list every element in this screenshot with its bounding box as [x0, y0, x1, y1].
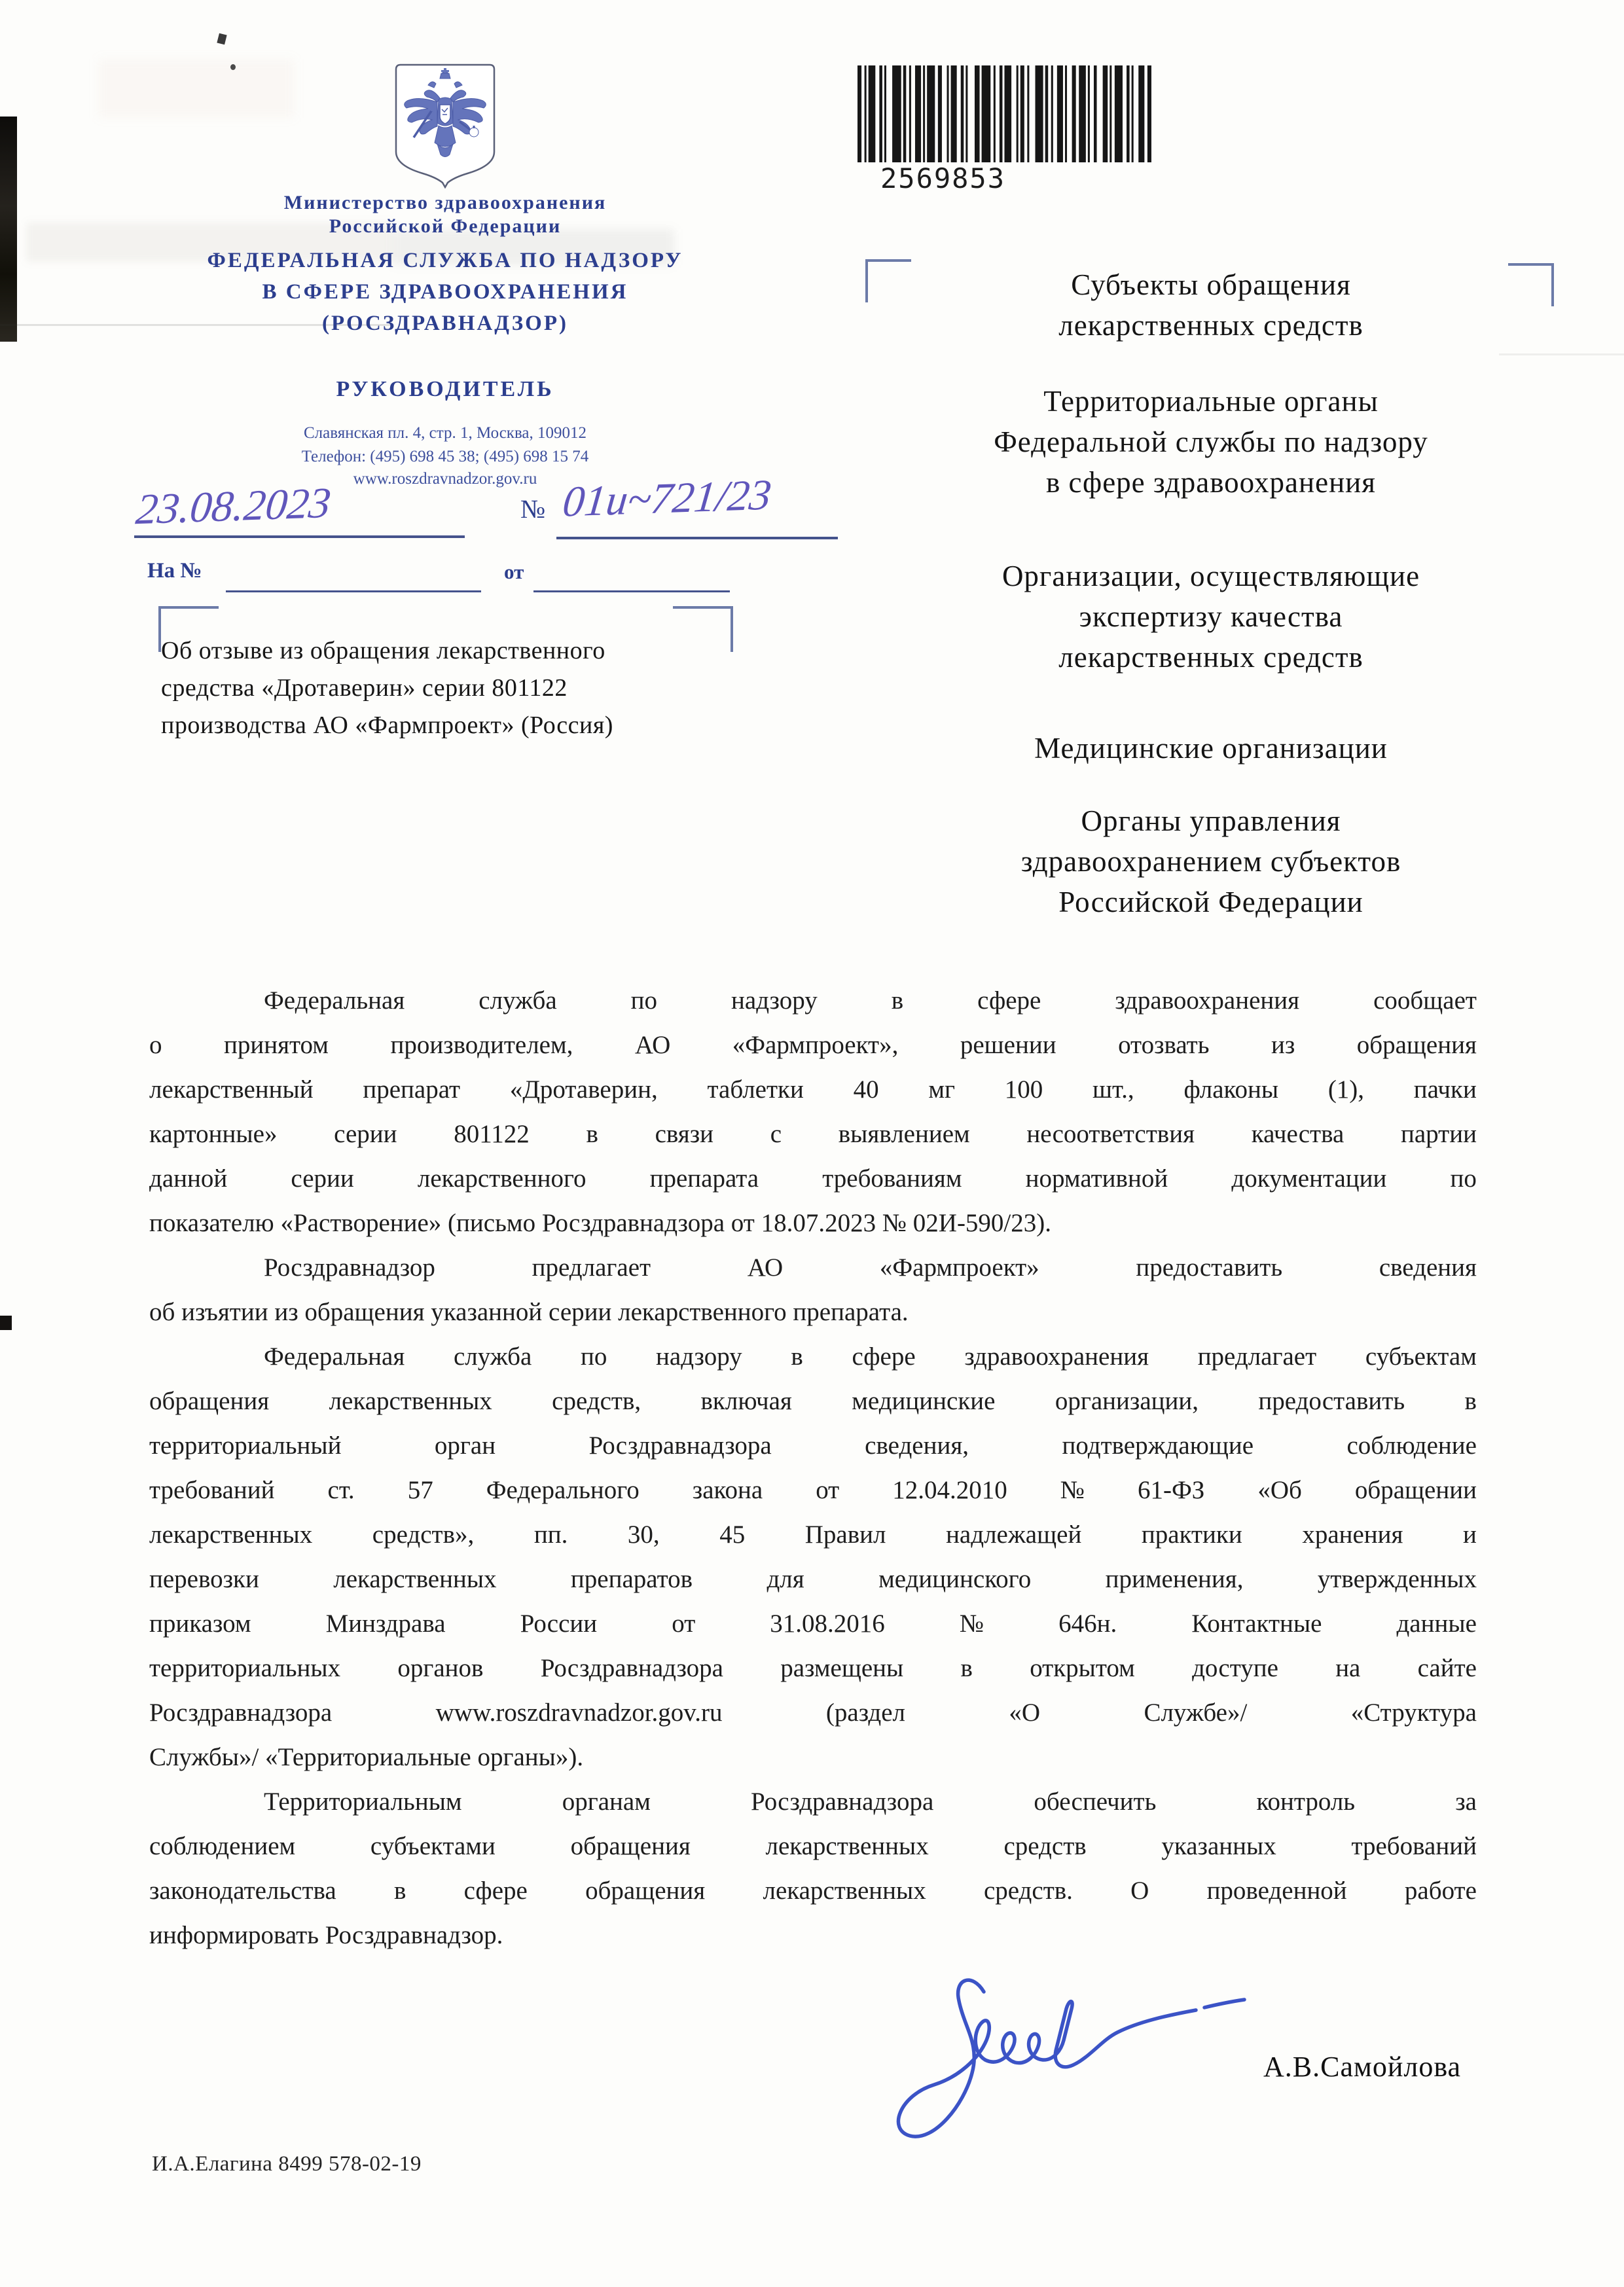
- date-underline: [134, 535, 465, 538]
- body-text-line: Росздравнадзора www.roszdravnadzor.gov.ru (раздел «О Службе»/ «Структура: [149, 1699, 1477, 1727]
- handwritten-date: 23.08.2023: [134, 478, 333, 534]
- service-name-line2: В СФЕРЕ ЗДРАВООХРАНЕНИЯ: [262, 280, 628, 304]
- body-text-line: территориальный орган Росздравнадзора сведения, подтверждающие соблюдение: [149, 1432, 1477, 1460]
- body-text-line: Федеральная служба по надзору в сфере здравоохранения сообщает: [264, 986, 1477, 1015]
- body-text-line: лекарственный препарат «Дротаверин, таблетки 40 мг 100 шт., флаконы (1), пачки: [149, 1075, 1477, 1104]
- service-name-line3: (РОСЗДРАВНАДЗОР): [321, 312, 568, 335]
- reply-date-blank: [533, 590, 730, 592]
- scan-artifact: [230, 64, 236, 70]
- recipient-group: [871, 801, 1551, 922]
- body-text-line: лекарственных средств», пп. 30, 45 Правил надлежащей практики хранения и: [149, 1521, 1477, 1549]
- body-text-line: приказом Минздрава России от 31.08.2016 № 646н. Контактные данные: [149, 1610, 1477, 1638]
- reply-number-blank: [226, 590, 481, 592]
- org-phone: Телефон: (495) 698 45 38; (495) 698 15 74: [301, 448, 589, 465]
- body-text-line: Росздравнадзор предлагает АО «Фармпроект» предоставить сведения: [264, 1253, 1477, 1282]
- barcode-number: 2569853: [880, 162, 1006, 194]
- recipient-line: Территориальные органы: [1043, 385, 1379, 418]
- body-text-line: картонные» серии 801122 в связи с выявлением несоответствия качества партии: [149, 1120, 1477, 1148]
- body-text-line: обращения лекарственных средств, включая медицинские организации, предоставить в: [149, 1387, 1477, 1415]
- scan-artifact: [0, 1316, 12, 1330]
- org-address: Славянская пл. 4, стр. 1, Москва, 109012: [303, 424, 587, 442]
- letter-subject: [161, 632, 737, 744]
- service-name-line1: ФЕДЕРАЛЬНАЯ СЛУЖБА ПО НАДЗОРУ: [207, 249, 683, 272]
- handwritten-outgoing-number: 01и~721/23: [560, 471, 774, 526]
- recipient-line: Субъекты обращения: [1071, 268, 1351, 301]
- recipient-line: в сфере здравоохранения: [1046, 466, 1376, 499]
- body-text-line: соблюдением субъектами обращения лекарственных средств указанных требований: [149, 1832, 1477, 1860]
- recipient-line: Органы управления: [1081, 804, 1341, 837]
- recipient-group: [871, 556, 1551, 677]
- subject-line: производства АО «Фармпроект» (Россия): [161, 711, 613, 739]
- handwritten-signature: [874, 1967, 1254, 2170]
- body-text-line: территориальных органов Росздравнадзора размещены в открытом доступе на сайте: [149, 1654, 1477, 1682]
- signer-name: А.В.Самойлова: [1263, 2051, 1462, 2083]
- body-text-line: информировать Росздравнадзор.: [149, 1921, 503, 1949]
- recipient-group: [871, 381, 1551, 503]
- subject-line: средства «Дротаверин» серии 801122: [161, 674, 568, 702]
- scan-artifact: [0, 117, 17, 342]
- signer-role: РУКОВОДИТЕЛЬ: [336, 377, 554, 401]
- body-text-line: законодательства в сфере обращения лекарственных средств. О проведенной работе: [149, 1877, 1477, 1905]
- org-website: www.roszdravnadzor.gov.ru: [353, 470, 537, 488]
- recipient-list: [871, 264, 1551, 922]
- barcode-bars: [857, 65, 1153, 162]
- reply-from-label: от: [504, 560, 524, 583]
- recipient-line: экспертизу качества: [1079, 600, 1343, 633]
- recipient-group: [871, 264, 1551, 346]
- recipient-line: Медицинские организации: [1034, 732, 1388, 765]
- reply-to-label: На №: [147, 559, 202, 583]
- scan-artifact: [217, 33, 226, 45]
- subject-line: Об отзыве из обращения лекарственного: [161, 637, 605, 664]
- executor-contact: И.А.Елагина 8499 578-02-19: [152, 2152, 422, 2176]
- body-text-line: перевозки лекарственных препаратов для медицинского применения, утвержденных: [149, 1565, 1477, 1593]
- number-underline: [556, 537, 838, 539]
- body-text-line: требований ст. 57 Федерального закона от 12.04.2010 № 61-ФЗ «Об обращении: [149, 1476, 1477, 1504]
- ministry-name: [151, 191, 740, 238]
- coat-of-arms-icon: [394, 63, 496, 189]
- recipient-line: Российской Федерации: [1058, 886, 1363, 918]
- body-text-line: Службы»/ «Территориальные органы»).: [149, 1743, 584, 1771]
- letter-body: [149, 982, 1477, 1961]
- barcode: [857, 65, 1153, 166]
- recipient-line: Федеральной службы по надзору: [994, 425, 1428, 458]
- number-sign: №: [520, 494, 546, 524]
- scan-artifact: [98, 59, 295, 118]
- body-text-line: Территориальным органам Росздравнадзора обеспечить контроль за: [264, 1788, 1477, 1816]
- body-text-line: Федеральная служба по надзору в сфере здравоохранения предлагает субъектам: [264, 1342, 1477, 1371]
- ministry-line1: Министерство здравоохранения: [283, 192, 607, 213]
- body-text-line: о принятом производителем, АО «Фармпроект», решении отозвать из обращения: [149, 1031, 1477, 1059]
- body-text-line: показателю «Растворение» (письмо Росздравнадзора от 18.07.2023 № 02И-590/23).: [149, 1209, 1052, 1237]
- recipient-line: лекарственных средств: [1058, 641, 1363, 674]
- recipient-line: Организации, осуществляющие: [1001, 560, 1420, 592]
- recipient-line: здравоохранением субъектов: [1020, 845, 1401, 878]
- recipient-group: [871, 728, 1551, 768]
- body-text-line: об изъятии из обращения указанной серии лекарственного препарата.: [149, 1298, 909, 1326]
- recipient-line: лекарственных средств: [1058, 309, 1363, 342]
- body-text-line: данной серии лекарственного препарата требованиям нормативной документации по: [149, 1164, 1477, 1193]
- ministry-line2: Российской Федерации: [329, 215, 562, 237]
